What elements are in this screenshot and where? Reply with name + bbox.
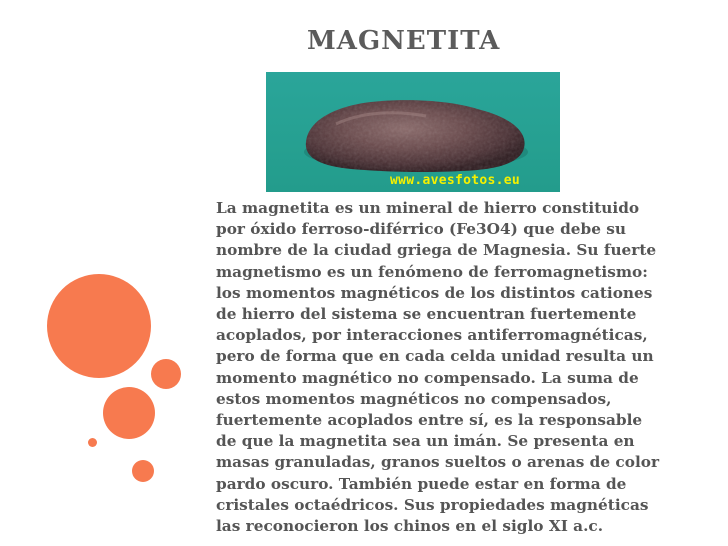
slide-body-text: La magnetita es un mineral de hierro constituido por óxido ferroso-diférrico (Fe3O4) que debe su nombre de la ciudad griega de Magnesia. Su fuerte magnetismo es un fenómeno de ferromagnetismo: los momentos magnéticos de los distintos cationes de hierro del sistema se encuentran fuertemente acoplados, por interacciones antiferromagnéticas, pero de forma que en cada celda unidad resulta un momento magnético no compensado. La suma de estos momentos magnéticos no compensados, fuertemente acoplados entre sí, es la responsable de que la magnetita sea un imán. Se presenta en masas granuladas, granos sueltos o arenas de color pardo oscuro. También puede estar en forma de cristales octaédricos. Sus propiedades magnéticas las reconocieron los chinos en el siglo XI a.c. bbox=[216, 199, 660, 536]
decorative-circle-small bbox=[132, 460, 154, 482]
decorative-circle-small bbox=[151, 359, 181, 389]
decorative-circle-medium bbox=[103, 387, 155, 439]
magnetite-photo bbox=[266, 72, 560, 192]
decorative-circle-large bbox=[47, 274, 151, 378]
photo-watermark: www.avesfotos.eu bbox=[390, 173, 521, 188]
slide-title: MAGNETITA bbox=[307, 26, 501, 56]
decorative-circle-tiny bbox=[88, 438, 97, 447]
